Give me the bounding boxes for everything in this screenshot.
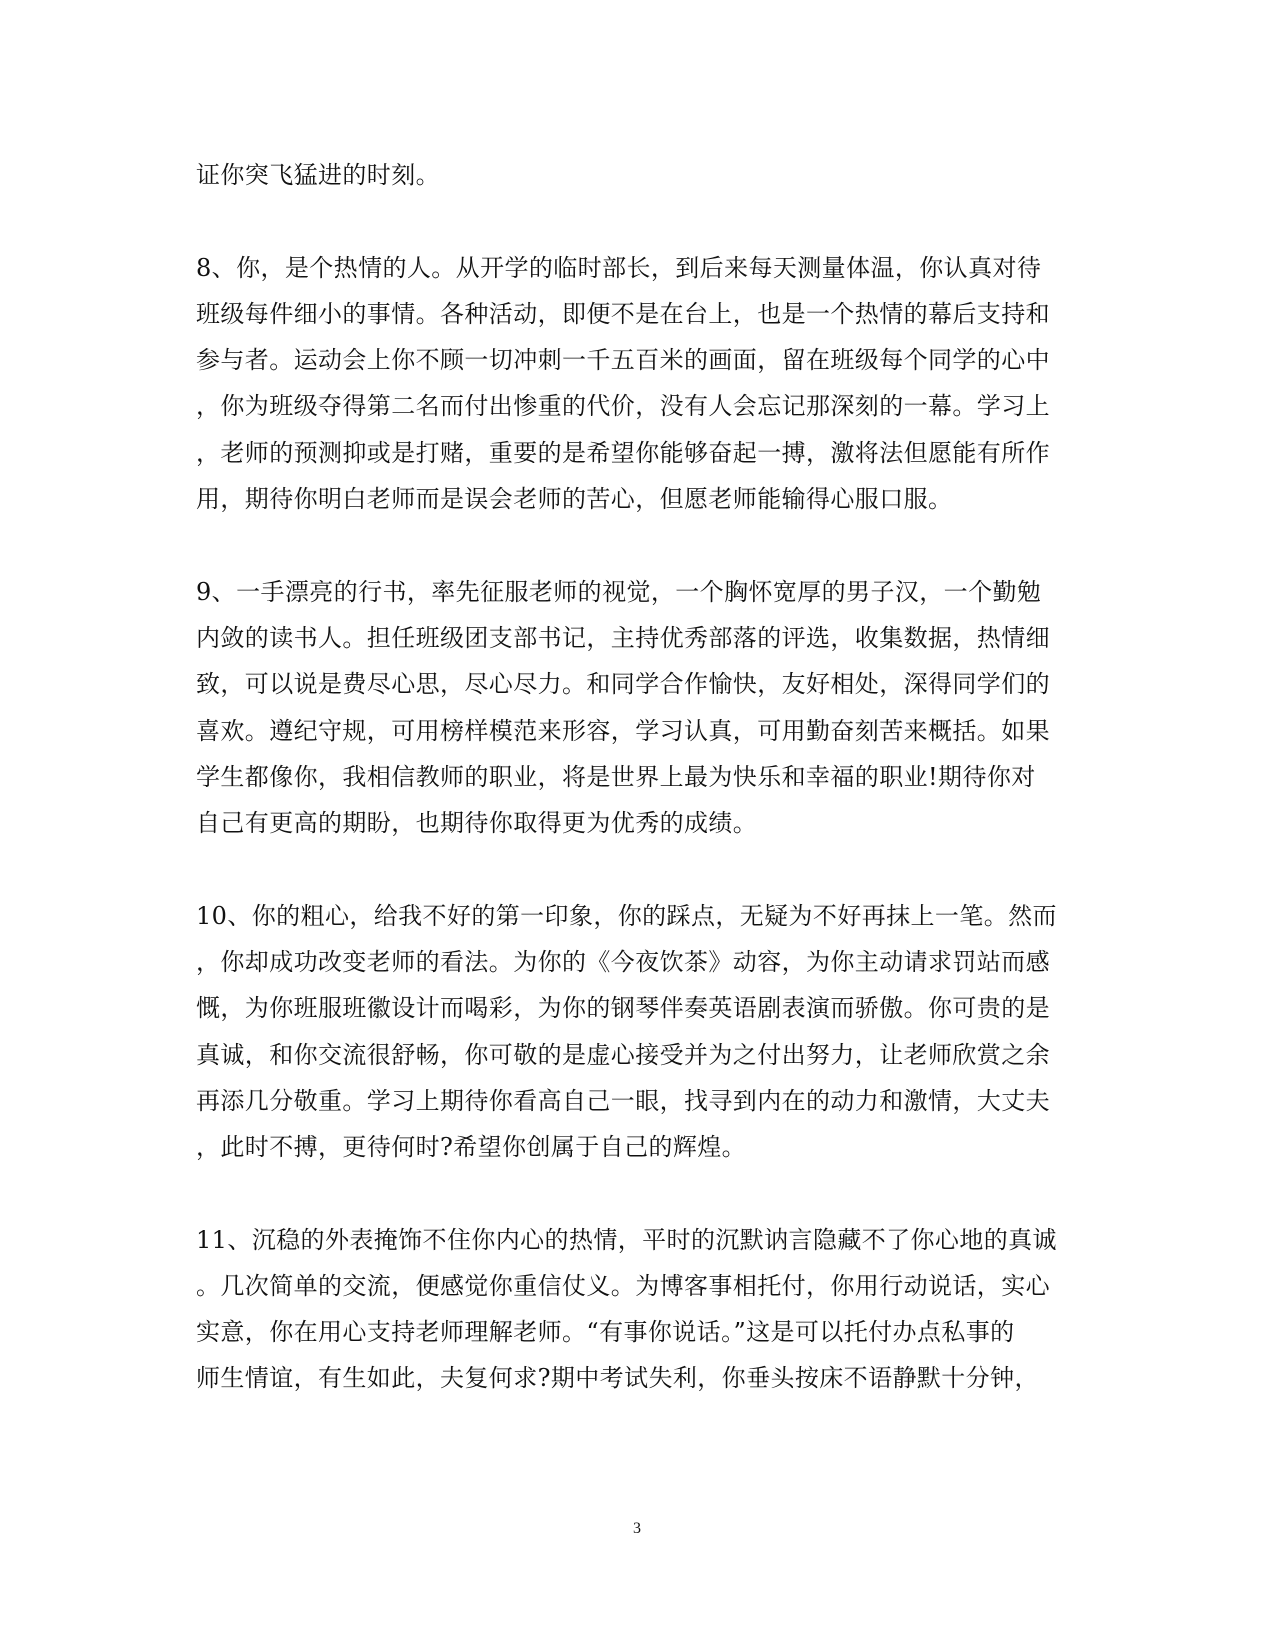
text-line: 内敛的读书人。担任班级团支部书记，主持优秀部落的评选，收集数据，热情细 <box>196 624 1050 652</box>
text-line: 9、一手漂亮的行书，率先征服老师的视觉，一个胸怀宽厚的男子汉，一个勤勉 <box>196 578 1042 606</box>
text-line: 证你突飞猛进的时刻。 <box>196 161 440 189</box>
text-line: 真诚，和你交流很舒畅，你可敬的是虚心接受并为之付出努力，让老师欣赏之余 <box>196 1041 1050 1069</box>
page-number: 3 <box>633 1520 641 1537</box>
text-line: 参与者。运动会上你不顾一切冲刺一千五百米的画面，留在班级每个同学的心中 <box>196 346 1050 374</box>
text-line: 再添几分敬重。学习上期待你看高自己一眼，找寻到内在的动力和激情，大丈夫 <box>196 1087 1050 1115</box>
text-line: 10、你的粗心，给我不好的第一印象，你的踩点，无疑为不好再抹上一笔。然而 <box>196 902 1057 930</box>
text-line: 学生都像你，我相信教师的职业，将是世界上最为快乐和幸福的职业!期待你对 <box>196 763 1036 791</box>
text-line: 实意，你在用心支持老师理解老师。“有事你说话。”这是可以托付办点私事的 <box>196 1318 1015 1346</box>
text-line: 用，期待你明白老师而是误会老师的苦心，但愿老师能输得心服口服。 <box>196 485 953 513</box>
text-line: ，老师的预测抑或是打赌，重要的是希望你能够奋起一搏，激将法但愿能有所作 <box>196 439 1050 467</box>
text-line: ，你为班级夺得第二名而付出惨重的代价，没有人会忘记那深刻的一幕。学习上 <box>196 392 1050 420</box>
text-line: ，此时不搏，更待何时?希望你创属于自己的辉煌。 <box>196 1133 747 1161</box>
text-line: ，你却成功改变老师的看法。为你的《今夜饮茶》动容，为你主动请求罚站而感 <box>196 948 1050 976</box>
text-line: 慨，为你班服班徽设计而喝彩，为你的钢琴伴奏英语剧表演而骄傲。你可贵的是 <box>196 994 1050 1022</box>
text-line: 班级每件细小的事情。各种活动，即便不是在台上，也是一个热情的幕后支持和 <box>196 300 1050 328</box>
text-line: 致，可以说是费尽心思，尽心尽力。和同学合作愉快，友好相处，深得同学们的 <box>196 670 1050 698</box>
text-line: 。几次简单的交流，便感觉你重信仗义。为博客事相托付，你用行动说话，实心 <box>196 1272 1050 1300</box>
text-line: 喜欢。遵纪守规，可用榜样模范来形容，学习认真，可用勤奋刻苦来概括。如果 <box>196 717 1050 745</box>
text-line: 11、沉稳的外表掩饰不住你内心的热情，平时的沉默讷言隐藏不了你心地的真诚 <box>196 1226 1057 1254</box>
text-line: 8、你，是个热情的人。从开学的临时部长，到后来每天测量体温，你认真对待 <box>196 254 1042 282</box>
text-line: 师生情谊，有生如此，夫复何求?期中考试失利，你垂头按床不语静默十分钟， <box>196 1364 1039 1392</box>
text-line: 自己有更高的期盼，也期待你取得更为优秀的成绩。 <box>196 809 758 837</box>
